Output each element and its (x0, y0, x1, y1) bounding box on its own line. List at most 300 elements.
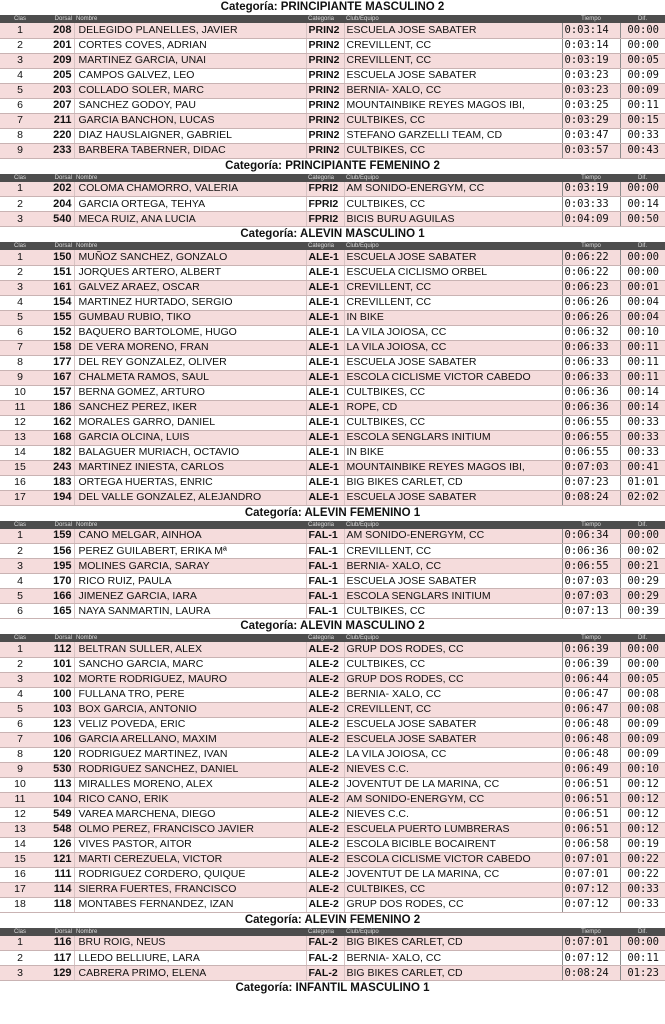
table-row (0, 83, 665, 98)
club-cell: BERNIA- XALO, CC (344, 559, 562, 574)
category-cell: ALE-1 (306, 445, 344, 460)
column-header-nombre: Nombre (76, 16, 98, 22)
time-cell: 0:06:51 (562, 792, 620, 807)
clas-cell: 12 (0, 807, 40, 822)
time-cell: 0:07:23 (562, 475, 620, 490)
club-cell: CULTBIKES, CC (344, 143, 562, 158)
table-row (0, 589, 665, 604)
category-cell: PRIN2 (306, 128, 344, 143)
column-header-tiempo: Tiempo (581, 16, 601, 22)
time-cell: 0:06:58 (562, 837, 620, 852)
category-cell: ALE-1 (306, 295, 344, 310)
category-title: Categoría: ALEVIN MASCULINO 1 (240, 228, 425, 240)
club-cell: CREVILLENT, CC (344, 280, 562, 295)
club-cell: AM SONIDO-ENERGYM, CC (344, 529, 562, 544)
table-row (0, 642, 665, 657)
category-cell: PRIN2 (306, 113, 344, 128)
name-cell: BALAGUER MURIACH, OCTAVIO (74, 445, 306, 460)
table-row (0, 762, 665, 777)
clas-cell: 1 (0, 936, 40, 951)
club-cell: BICIS BURU AGUILAS (344, 212, 562, 227)
gap-cell: 00:12 (620, 777, 665, 792)
name-cell: CANO MELGAR, AINHOA (74, 529, 306, 544)
name-cell: RODRIGUEZ SANCHEZ, DANIEL (74, 762, 306, 777)
dorsal-cell: 220 (40, 128, 74, 143)
table-row (0, 792, 665, 807)
column-header-club: Club/Equipo (346, 521, 379, 528)
time-cell: 0:07:03 (562, 574, 620, 589)
category-cell: ALE-1 (306, 310, 344, 325)
name-cell: GARCIA ARELLANO, MAXIM (74, 732, 306, 747)
gap-cell: 00:14 (620, 385, 665, 400)
club-cell: CREVILLENT, CC (344, 544, 562, 559)
name-cell: VAREA MARCHENA, DIEGO (74, 807, 306, 822)
column-header-dif: Dif. (638, 16, 647, 22)
dorsal-cell: 195 (40, 559, 74, 574)
time-cell: 0:06:26 (562, 310, 620, 325)
club-cell: BERNIA- XALO, CC (344, 951, 562, 966)
category-cell: FAL-1 (306, 604, 344, 619)
club-cell: GRUP DOS RODES, CC (344, 897, 562, 912)
table-row (0, 265, 665, 280)
clas-cell: 11 (0, 400, 40, 415)
club-cell: CULTBIKES, CC (344, 113, 562, 128)
column-header-dorsal: Dorsal (54, 174, 72, 181)
table-row (0, 672, 665, 687)
clas-cell: 8 (0, 747, 40, 762)
name-cell: DELEGIDO PLANELLES, JAVIER (74, 23, 306, 38)
name-cell: JORQUES ARTERO, ALBERT (74, 265, 306, 280)
time-cell: 0:06:33 (562, 355, 620, 370)
name-cell: RICO CANO, ERIK (74, 792, 306, 807)
club-cell: ESCOLA CICLISME VICTOR CABEDO (344, 852, 562, 867)
dorsal-cell: 104 (40, 792, 74, 807)
gap-cell: 00:09 (620, 732, 665, 747)
name-cell: MECA RUIZ, ANA LUCIA (74, 212, 306, 227)
club-cell: JOVENTUT DE LA MARINA, CC (344, 777, 562, 792)
dorsal-cell: 152 (40, 325, 74, 340)
gap-cell: 00:09 (620, 717, 665, 732)
table-row (0, 325, 665, 340)
clas-cell: 2 (0, 544, 40, 559)
gap-cell: 00:08 (620, 702, 665, 717)
category-title: Categoría: ALEVIN FEMENINO 1 (244, 506, 421, 519)
dorsal-cell: 100 (40, 687, 74, 702)
table-row (0, 385, 665, 400)
time-cell: 0:06:51 (562, 807, 620, 822)
category-cell: ALE-2 (306, 867, 344, 882)
dorsal-cell: 168 (40, 430, 74, 445)
clas-cell: 4 (0, 687, 40, 702)
table-row (0, 604, 665, 619)
dorsal-cell: 194 (40, 490, 74, 505)
gap-cell: 00:00 (620, 23, 665, 38)
dorsal-cell: 116 (40, 936, 74, 951)
dorsal-cell: 186 (40, 400, 74, 415)
category-cell: ALE-2 (306, 777, 344, 792)
time-cell: 0:06:55 (562, 430, 620, 445)
dorsal-cell: 118 (40, 897, 74, 912)
table-row (0, 732, 665, 747)
dorsal-cell: 103 (40, 702, 74, 717)
clas-cell: 5 (0, 310, 40, 325)
dorsal-cell: 151 (40, 265, 74, 280)
time-cell: 0:03:57 (562, 143, 620, 158)
table-header (0, 242, 665, 250)
clas-cell: 2 (0, 657, 40, 672)
category-cell: PRIN2 (306, 53, 344, 68)
table-row (0, 430, 665, 445)
time-cell: 0:03:14 (562, 23, 620, 38)
time-cell: 0:06:48 (562, 747, 620, 762)
dorsal-cell: 161 (40, 280, 74, 295)
category-cell: ALE-1 (306, 385, 344, 400)
time-cell: 0:06:22 (562, 250, 620, 265)
time-cell: 0:06:33 (562, 370, 620, 385)
gap-cell: 00:05 (620, 53, 665, 68)
club-cell: LA VILA JOIOSA, CC (344, 325, 562, 340)
gap-cell: 00:43 (620, 143, 665, 158)
clas-cell: 6 (0, 604, 40, 619)
gap-cell: 01:23 (620, 966, 665, 981)
table-row (0, 702, 665, 717)
time-cell: 0:06:22 (562, 265, 620, 280)
column-header-tiempo: Tiempo (581, 174, 601, 181)
column-header-dif: Dif. (638, 243, 647, 249)
club-cell: CREVILLENT, CC (344, 295, 562, 310)
column-header-clas: Clas (13, 635, 26, 641)
table-row (0, 355, 665, 370)
name-cell: COLOMA CHAMORRO, VALERIA (74, 182, 306, 197)
category-cell: ALE-1 (306, 280, 344, 295)
category-cell: ALE-1 (306, 370, 344, 385)
club-cell: ESCUELA JOSE SABATER (344, 250, 562, 265)
gap-cell: 00:11 (620, 951, 665, 966)
category-cell: ALE-2 (306, 897, 344, 912)
club-cell: CULTBIKES, CC (344, 882, 562, 897)
name-cell: FULLANA TRO, PERE (74, 687, 306, 702)
time-cell: 0:03:23 (562, 68, 620, 83)
gap-cell: 00:00 (620, 529, 665, 544)
clas-cell: 9 (0, 762, 40, 777)
dorsal-cell: 113 (40, 777, 74, 792)
name-cell: MARTINEZ HURTADO, SERGIO (74, 295, 306, 310)
category-cell: ALE-2 (306, 657, 344, 672)
table-header (0, 521, 665, 529)
clas-cell: 5 (0, 589, 40, 604)
time-cell: 0:06:47 (562, 687, 620, 702)
table-row (0, 212, 665, 227)
time-cell: 0:06:48 (562, 717, 620, 732)
club-cell: ESCUELA PUERTO LUMBRERAS (344, 822, 562, 837)
gap-cell: 00:15 (620, 113, 665, 128)
table-row (0, 951, 665, 966)
gap-cell: 00:09 (620, 68, 665, 83)
club-cell: ROPE, CD (344, 400, 562, 415)
column-header-club: Club/Equipo (346, 16, 379, 22)
clas-cell: 17 (0, 882, 40, 897)
category-cell: FAL-1 (306, 559, 344, 574)
clas-cell: 8 (0, 355, 40, 370)
dorsal-cell: 208 (40, 23, 74, 38)
clas-cell: 13 (0, 430, 40, 445)
gap-cell: 00:22 (620, 852, 665, 867)
table-row (0, 822, 665, 837)
gap-cell: 00:00 (620, 265, 665, 280)
name-cell: GARCIA OLCINA, LUIS (74, 430, 306, 445)
club-cell: MOUNTAINBIKE REYES MAGOS IBI, (344, 460, 562, 475)
category-cell: FAL-2 (306, 951, 344, 966)
clas-cell: 5 (0, 702, 40, 717)
category-cell: FAL-1 (306, 574, 344, 589)
name-cell: MARTI CEREZUELA, VICTOR (74, 852, 306, 867)
name-cell: COLLADO SOLER, MARC (74, 83, 306, 98)
results-table (0, 242, 665, 506)
table-row (0, 340, 665, 355)
results-table (0, 521, 665, 620)
dorsal-cell: 233 (40, 143, 74, 158)
table-row (0, 445, 665, 460)
clas-cell: 7 (0, 113, 40, 128)
dorsal-cell: 129 (40, 966, 74, 981)
name-cell: MARTINEZ INIESTA, CARLOS (74, 460, 306, 475)
club-cell: ESCOLA CICLISME VICTOR CABEDO (344, 370, 562, 385)
name-cell: BELTRAN SULLER, ALEX (74, 642, 306, 657)
time-cell: 0:06:36 (562, 400, 620, 415)
gap-cell: 00:00 (620, 657, 665, 672)
dorsal-cell: 203 (40, 83, 74, 98)
dorsal-cell: 548 (40, 822, 74, 837)
gap-cell: 02:02 (620, 490, 665, 505)
category-cell: ALE-2 (306, 807, 344, 822)
clas-cell: 4 (0, 574, 40, 589)
gap-cell: 00:09 (620, 747, 665, 762)
table-row (0, 310, 665, 325)
dorsal-cell: 101 (40, 657, 74, 672)
column-header-categoria: Categoria (308, 635, 335, 641)
table-row (0, 966, 665, 981)
club-cell: BERNIA- XALO, CC (344, 83, 562, 98)
clas-cell: 16 (0, 475, 40, 490)
gap-cell: 00:12 (620, 792, 665, 807)
time-cell: 0:07:12 (562, 951, 620, 966)
gap-cell: 00:09 (620, 83, 665, 98)
dorsal-cell: 177 (40, 355, 74, 370)
time-cell: 0:06:55 (562, 445, 620, 460)
name-cell: CABRERA PRIMO, ELENA (74, 966, 306, 981)
club-cell: CREVILLENT, CC (344, 702, 562, 717)
clas-cell: 3 (0, 280, 40, 295)
dorsal-cell: 155 (40, 310, 74, 325)
column-header-club: Club/Equipo (346, 174, 379, 181)
table-row (0, 23, 665, 38)
clas-cell: 2 (0, 951, 40, 966)
gap-cell: 00:14 (620, 400, 665, 415)
dorsal-cell: 121 (40, 852, 74, 867)
clas-cell: 2 (0, 197, 40, 212)
column-header-club: Club/Equipo (346, 635, 379, 641)
category-cell: ALE-2 (306, 747, 344, 762)
name-cell: RODRIGUEZ CORDERO, QUIQUE (74, 867, 306, 882)
time-cell: 0:07:03 (562, 589, 620, 604)
time-cell: 0:03:23 (562, 83, 620, 98)
gap-cell: 00:50 (620, 212, 665, 227)
column-header-club: Club/Equipo (346, 928, 379, 935)
category-cell: ALE-1 (306, 265, 344, 280)
column-header-club: Club/Equipo (346, 243, 379, 249)
table-row (0, 544, 665, 559)
table-header (0, 174, 665, 182)
category-cell: ALE-2 (306, 672, 344, 687)
name-cell: BOX GARCIA, ANTONIO (74, 702, 306, 717)
clas-cell: 3 (0, 966, 40, 981)
club-cell: ESCOLA BICIBLE BOCAIRENT (344, 837, 562, 852)
club-cell: CULTBIKES, CC (344, 197, 562, 212)
time-cell: 0:06:34 (562, 529, 620, 544)
club-cell: GRUP DOS RODES, CC (344, 642, 562, 657)
time-cell: 0:06:55 (562, 559, 620, 574)
category-cell: ALE-1 (306, 415, 344, 430)
club-cell: MOUNTAINBIKE REYES MAGOS IBI, (344, 98, 562, 113)
category-cell: PRIN2 (306, 83, 344, 98)
club-cell: NIEVES C.C. (344, 807, 562, 822)
gap-cell: 00:33 (620, 128, 665, 143)
name-cell: ORTEGA HUERTAS, ENRIC (74, 475, 306, 490)
category-cell: ALE-2 (306, 822, 344, 837)
dorsal-cell: 243 (40, 460, 74, 475)
name-cell: MARTINEZ GARCIA, UNAI (74, 53, 306, 68)
club-cell: ESCUELA JOSE SABATER (344, 355, 562, 370)
name-cell: NAYA SANMARTIN, LAURA (74, 604, 306, 619)
table-header (0, 15, 665, 23)
category-cell: PRIN2 (306, 143, 344, 158)
time-cell: 0:06:36 (562, 544, 620, 559)
category-cell: ALE-2 (306, 642, 344, 657)
time-cell: 0:04:09 (562, 212, 620, 227)
club-cell: AM SONIDO-ENERGYM, CC (344, 792, 562, 807)
club-cell: BERNIA- XALO, CC (344, 687, 562, 702)
table-row (0, 370, 665, 385)
clas-cell: 3 (0, 672, 40, 687)
dorsal-cell: 117 (40, 951, 74, 966)
column-header-clas: Clas (13, 174, 26, 181)
gap-cell: 00:02 (620, 544, 665, 559)
gap-cell: 00:33 (620, 415, 665, 430)
dorsal-cell: 126 (40, 837, 74, 852)
category-cell: FPRI2 (306, 197, 344, 212)
name-cell: SANCHEZ GODOY, PAU (74, 98, 306, 113)
gap-cell: 00:00 (620, 642, 665, 657)
time-cell: 0:07:12 (562, 882, 620, 897)
gap-cell: 00:11 (620, 340, 665, 355)
category-cell: ALE-2 (306, 792, 344, 807)
dorsal-cell: 111 (40, 867, 74, 882)
dorsal-cell: 530 (40, 762, 74, 777)
column-header-tiempo: Tiempo (581, 521, 601, 528)
name-cell: BERNA GOMEZ, ARTURO (74, 385, 306, 400)
table-row (0, 852, 665, 867)
time-cell: 0:07:13 (562, 604, 620, 619)
dorsal-cell: 201 (40, 38, 74, 53)
category-cell: ALE-2 (306, 732, 344, 747)
clas-cell: 2 (0, 265, 40, 280)
club-cell: ESCUELA CICLISMO ORBEL (344, 265, 562, 280)
table-row (0, 882, 665, 897)
clas-cell: 4 (0, 68, 40, 83)
results-table (0, 174, 665, 228)
column-header-nombre: Nombre (76, 243, 98, 249)
gap-cell: 00:00 (620, 182, 665, 197)
gap-cell: 00:11 (620, 98, 665, 113)
category-cell: ALE-1 (306, 460, 344, 475)
category-cell: ALE-2 (306, 687, 344, 702)
dorsal-cell: 162 (40, 415, 74, 430)
name-cell: LLEDO BELLIURE, LARA (74, 951, 306, 966)
time-cell: 0:07:03 (562, 460, 620, 475)
category-cell: ALE-2 (306, 702, 344, 717)
column-header-dorsal: Dorsal (54, 243, 72, 249)
gap-cell: 00:33 (620, 897, 665, 912)
dorsal-cell: 549 (40, 807, 74, 822)
category-cell: PRIN2 (306, 98, 344, 113)
time-cell: 0:06:49 (562, 762, 620, 777)
club-cell: BIG BIKES CARLET, CD (344, 475, 562, 490)
table-row (0, 747, 665, 762)
name-cell: CHALMETA RAMOS, SAUL (74, 370, 306, 385)
clas-cell: 6 (0, 98, 40, 113)
name-cell: JIMENEZ GARCIA, IARA (74, 589, 306, 604)
clas-cell: 1 (0, 23, 40, 38)
table-row (0, 128, 665, 143)
table-header (0, 928, 665, 936)
club-cell: CULTBIKES, CC (344, 385, 562, 400)
category-title: Categoría: ALEVIN MASCULINO 2 (240, 620, 425, 632)
name-cell: MIRALLES MORENO, ALEX (74, 777, 306, 792)
dorsal-cell: 114 (40, 882, 74, 897)
results-table (0, 634, 665, 913)
time-cell: 0:06:44 (562, 672, 620, 687)
club-cell: JOVENTUT DE LA MARINA, CC (344, 867, 562, 882)
clas-cell: 10 (0, 777, 40, 792)
table-row (0, 280, 665, 295)
gap-cell: 00:29 (620, 574, 665, 589)
club-cell: AM SONIDO-ENERGYM, CC (344, 182, 562, 197)
gap-cell: 00:11 (620, 355, 665, 370)
dorsal-cell: 106 (40, 732, 74, 747)
dorsal-cell: 154 (40, 295, 74, 310)
category-cell: ALE-1 (306, 400, 344, 415)
category-cell: PRIN2 (306, 23, 344, 38)
column-header-nombre: Nombre (76, 928, 98, 935)
gap-cell: 00:33 (620, 882, 665, 897)
column-header-dif: Dif. (638, 635, 647, 641)
category-cell: ALE-1 (306, 250, 344, 265)
category-title: Categoría: INFANTIL MASCULINO 1 (235, 982, 430, 994)
column-header-dorsal: Dorsal (54, 928, 72, 935)
dorsal-cell: 157 (40, 385, 74, 400)
time-cell: 0:03:33 (562, 197, 620, 212)
clas-cell: 8 (0, 128, 40, 143)
category-cell: ALE-2 (306, 762, 344, 777)
dorsal-cell: 167 (40, 370, 74, 385)
clas-cell: 3 (0, 212, 40, 227)
time-cell: 0:06:39 (562, 657, 620, 672)
table-row (0, 250, 665, 265)
table-row (0, 936, 665, 951)
dorsal-cell: 156 (40, 544, 74, 559)
club-cell: LA VILA JOIOSA, CC (344, 747, 562, 762)
dorsal-cell: 204 (40, 197, 74, 212)
